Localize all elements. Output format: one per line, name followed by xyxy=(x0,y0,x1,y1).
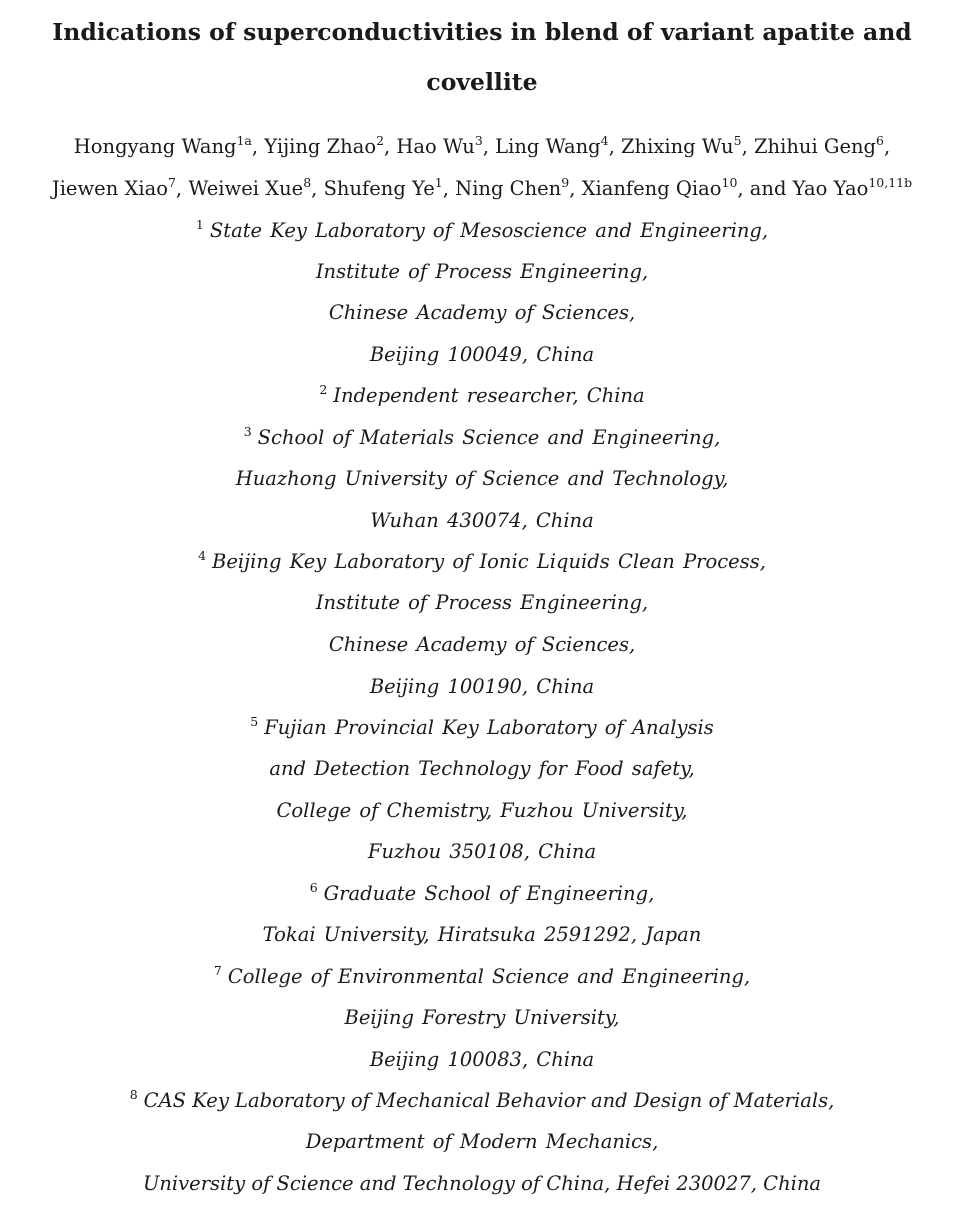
author: Ling Wang$^4$, xyxy=(495,133,621,158)
affiliation-line: Beijing 100190, China xyxy=(369,675,595,698)
author: Ning Chen$^9$, xyxy=(455,175,582,200)
affiliation-line: Chinese Academy of Sciences, xyxy=(328,301,636,324)
affiliation-line: and Detection Technology for Food safety, xyxy=(269,757,695,780)
paper-title-line-2: covellite xyxy=(426,68,538,96)
affiliation-line: $^2$ Independent researcher, China xyxy=(319,382,645,407)
affiliation-line: $^5$ Fujian Provincial Key Laboratory of Analysis xyxy=(250,714,714,739)
affiliation-line: Huazhong University of Science and Technology, xyxy=(235,467,729,490)
affiliation-line: Institute of Process Engineering, xyxy=(315,591,649,614)
affiliation-line: $^7$ College of Environmental Science and Engineering, xyxy=(213,963,751,988)
affiliation-line: College of Chemistry, Fuzhou University, xyxy=(276,799,688,822)
affiliation-line: Beijing 100083, China xyxy=(369,1048,595,1071)
author-line-2 xyxy=(0,175,964,200)
author: Hao Wu$^3$, xyxy=(396,133,496,158)
affiliation-line: Beijing 100049, China xyxy=(369,343,595,366)
affiliation-line: University of Science and Technology of China, Hefei 230027, China xyxy=(142,1172,822,1195)
affiliation-line: Chinese Academy of Sciences, xyxy=(328,633,636,656)
affiliation-line: Beijing Forestry University, xyxy=(344,1006,620,1029)
affiliation-line: Wuhan 430074, China xyxy=(370,509,594,532)
author: Xianfeng Qiao$^{10}$, and xyxy=(581,175,793,200)
author: Yijing Zhao$^2$, xyxy=(264,133,397,158)
author-line-1 xyxy=(0,133,964,158)
affiliation-line: $^6$ Graduate School of Engineering, xyxy=(309,880,655,905)
author: Weiwei Xue$^8$, xyxy=(188,175,324,200)
affiliation-line: $^4$ Beijing Key Laboratory of Ionic Liquids Clean Process, xyxy=(198,548,766,573)
author: Yao Yao$^{10,11b}$ xyxy=(792,175,913,200)
affiliation-line: Institute of Process Engineering, xyxy=(315,260,649,283)
affiliation-line: $^3$ School of Materials Science and Engineering, xyxy=(243,424,721,449)
author: Zhixing Wu$^5$, xyxy=(620,133,754,158)
affiliation-line: $^8$ CAS Key Laboratory of Mechanical Behavior and Design of Materials, xyxy=(129,1087,835,1112)
paper-title-line-1: Indications of superconductivities in blend of variant apatite and xyxy=(52,18,912,46)
author: Jiewen Xiao$^7$, xyxy=(51,175,189,200)
affiliation-line: Department of Modern Mechanics, xyxy=(305,1130,659,1153)
affiliation-line: $^1$ State Key Laboratory of Mesoscience and Engineering, xyxy=(195,217,769,242)
affiliation-line: Fuzhou 350108, China xyxy=(367,840,597,863)
affiliation-line: Tokai University, Hiratsuka 2591292, Japan xyxy=(262,923,702,946)
author: Shufeng Ye$^1$, xyxy=(323,175,456,200)
author: Zhihui Geng$^6$, xyxy=(753,133,891,158)
author: Hongyang Wang$^{1a}$, xyxy=(73,133,265,158)
